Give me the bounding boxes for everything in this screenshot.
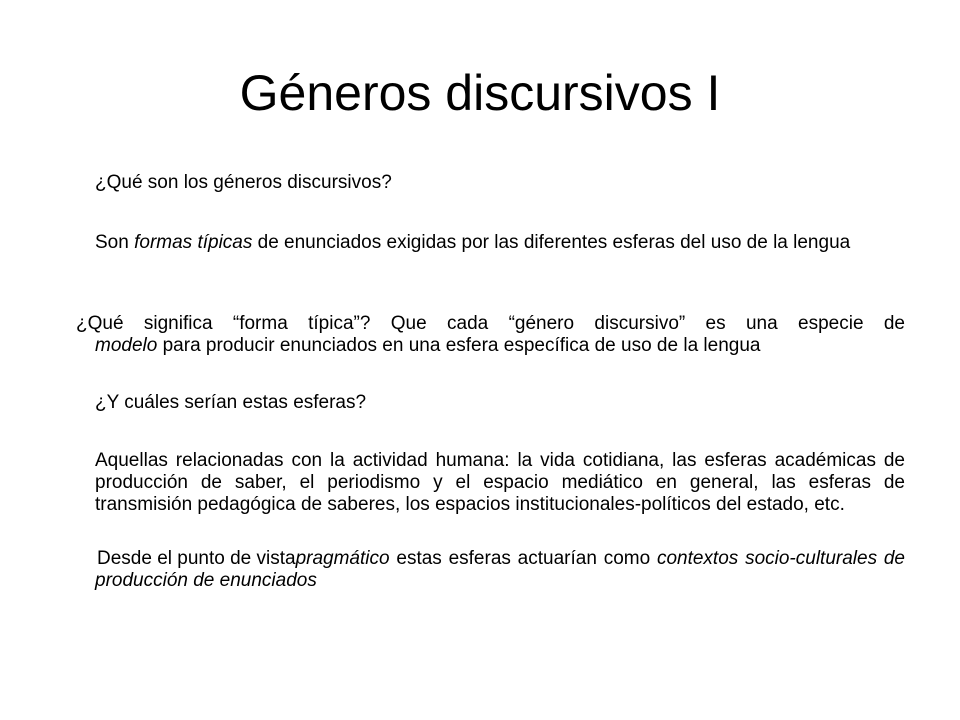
italic-term: formas típicas — [134, 232, 253, 253]
answer-typical-forms — [95, 232, 905, 254]
text-span: Son — [95, 232, 135, 253]
question-which-spheres: ¿Y cuáles serían estas esferas? — [95, 392, 367, 413]
text-span: de enunciados exigidas por las diferentes esferas del uso de la lengua — [252, 232, 851, 253]
italic-term: pragmático — [295, 548, 390, 569]
question-what-are-genres: ¿Qué son los géneros discursivos? — [95, 172, 392, 193]
question-typical-form-meaning — [76, 313, 905, 357]
slide-title: Géneros discursivos I — [239, 65, 721, 121]
text-span: estas esferas actuarían como — [389, 548, 657, 569]
text-span: Desde el punto de vista — [97, 548, 296, 569]
answer-human-activity: Aquellas relacionadas con la actividad humana: la vida cotidiana, las esferas académicas de producción de saber, el periodismo y el espacio mediático en general, las esferas de transmisión pedagógica de saberes, los espacios institucionales-políticos del estado, etc. — [95, 450, 905, 515]
italic-term: modelo — [95, 335, 158, 356]
text-span: para producir enunciados en una esfera específica de uso de la lengua — [157, 335, 761, 356]
pragmatic-perspective — [95, 548, 905, 592]
text-span: ¿Qué significa “forma típica”? Que cada “género discursivo” es una especie de — [76, 313, 905, 334]
italic-term: contextos socio-culturales de producción de enunciados — [95, 548, 905, 591]
text-line — [76, 335, 905, 357]
